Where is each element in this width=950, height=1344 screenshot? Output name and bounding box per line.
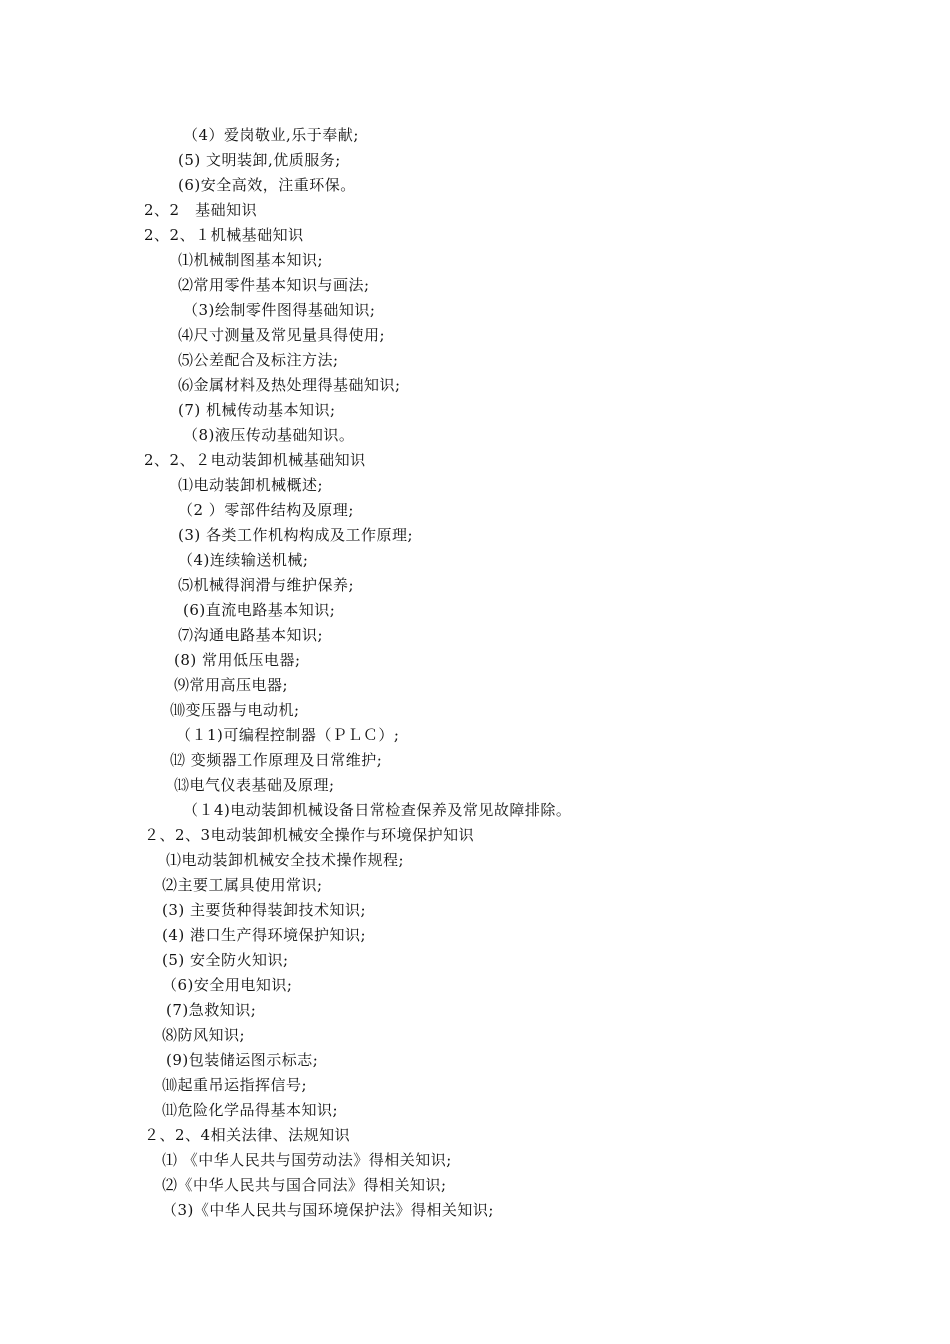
list-item: （2 ）零部件结构及原理; (178, 501, 354, 519)
list-item: ⑸机械得润滑与维护保养; (178, 576, 355, 594)
list-item: ⑵《中华人民共与国合同法》得相关知识; (162, 1176, 447, 1194)
list-item: ⑿ 变频器工作原理及日常维护; (170, 751, 383, 769)
list-item: ⑴ 《中华人民共与国劳动法》得相关知识; (162, 1151, 452, 1169)
list-item: ⑸公差配合及标注方法; (178, 351, 339, 369)
list-item: (7)急救知识; (166, 1001, 257, 1019)
section-heading: ２、2、3电动装卸机械安全操作与环境保护知识 (144, 826, 475, 844)
list-item: (3) 各类工作机构构成及工作原理; (178, 526, 414, 544)
list-item: （4）爱岗敬业,乐于奉献; (183, 126, 359, 144)
list-item: ⒀电气仪表基础及原理; (174, 776, 335, 794)
list-item: (9)包装储运图示标志; (166, 1051, 319, 1069)
list-item: (5) 文明装卸,优质服务; (178, 151, 341, 169)
list-item: (4) 港口生产得环境保护知识; (162, 926, 367, 944)
list-item: ⑺沟通电路基本知识; (178, 626, 324, 644)
list-item: ⑵常用零件基本知识与画法; (178, 276, 370, 294)
section-heading: 2、2、１机械基础知识 (144, 226, 304, 244)
list-item: （4)连续输送机械; (178, 551, 309, 569)
list-item: (6)直流电路基本知识; (183, 601, 336, 619)
list-item: ⑽起重吊运指挥信号; (162, 1076, 308, 1094)
list-item: ⑽变压器与电动机; (170, 701, 300, 719)
list-item: （3)绘制零件图得基础知识; (183, 301, 376, 319)
list-item: （１4)电动装卸机械设备日常检查保养及常见故障排除。 (183, 801, 572, 819)
list-item: (5) 安全防火知识; (162, 951, 289, 969)
list-item: （3)《中华人民共与国环境保护法》得相关知识; (162, 1201, 494, 1219)
list-item: （6)安全用电知识; (162, 976, 293, 994)
list-item: ⑾危险化学品得基本知识; (162, 1101, 339, 1119)
list-item: (6)安全高效，注重环保。 (178, 176, 356, 194)
list-item: (8) 常用低压电器; (174, 651, 301, 669)
list-item: (7) 机械传动基本知识; (178, 401, 336, 419)
section-heading: 2、2、２电动装卸机械基础知识 (144, 451, 366, 469)
list-item: ⑼常用高压电器; (174, 676, 289, 694)
section-heading: ２、2、4相关法律、法规知识 (144, 1126, 351, 1144)
list-item: ⑷尺寸测量及常见量具得使用; (178, 326, 386, 344)
list-item: ⑴电动装卸机械概述; (178, 476, 324, 494)
list-item: （１1)可编程控制器（ＰＬＣ）; (176, 726, 400, 744)
list-item: ⑴电动装卸机械安全技术操作规程; (166, 851, 405, 869)
list-item: （8)液压传动基础知识。 (183, 426, 355, 444)
list-item: (3) 主要货种得装卸技术知识; (162, 901, 367, 919)
list-item: ⑹金属材料及热处理得基础知识; (178, 376, 401, 394)
list-item: ⑵主要工属具使用常识; (162, 876, 323, 894)
section-heading: 2、2 基础知识 (144, 201, 258, 219)
list-item: ⑻防风知识; (162, 1026, 246, 1044)
list-item: ⑴机械制图基本知识; (178, 251, 324, 269)
